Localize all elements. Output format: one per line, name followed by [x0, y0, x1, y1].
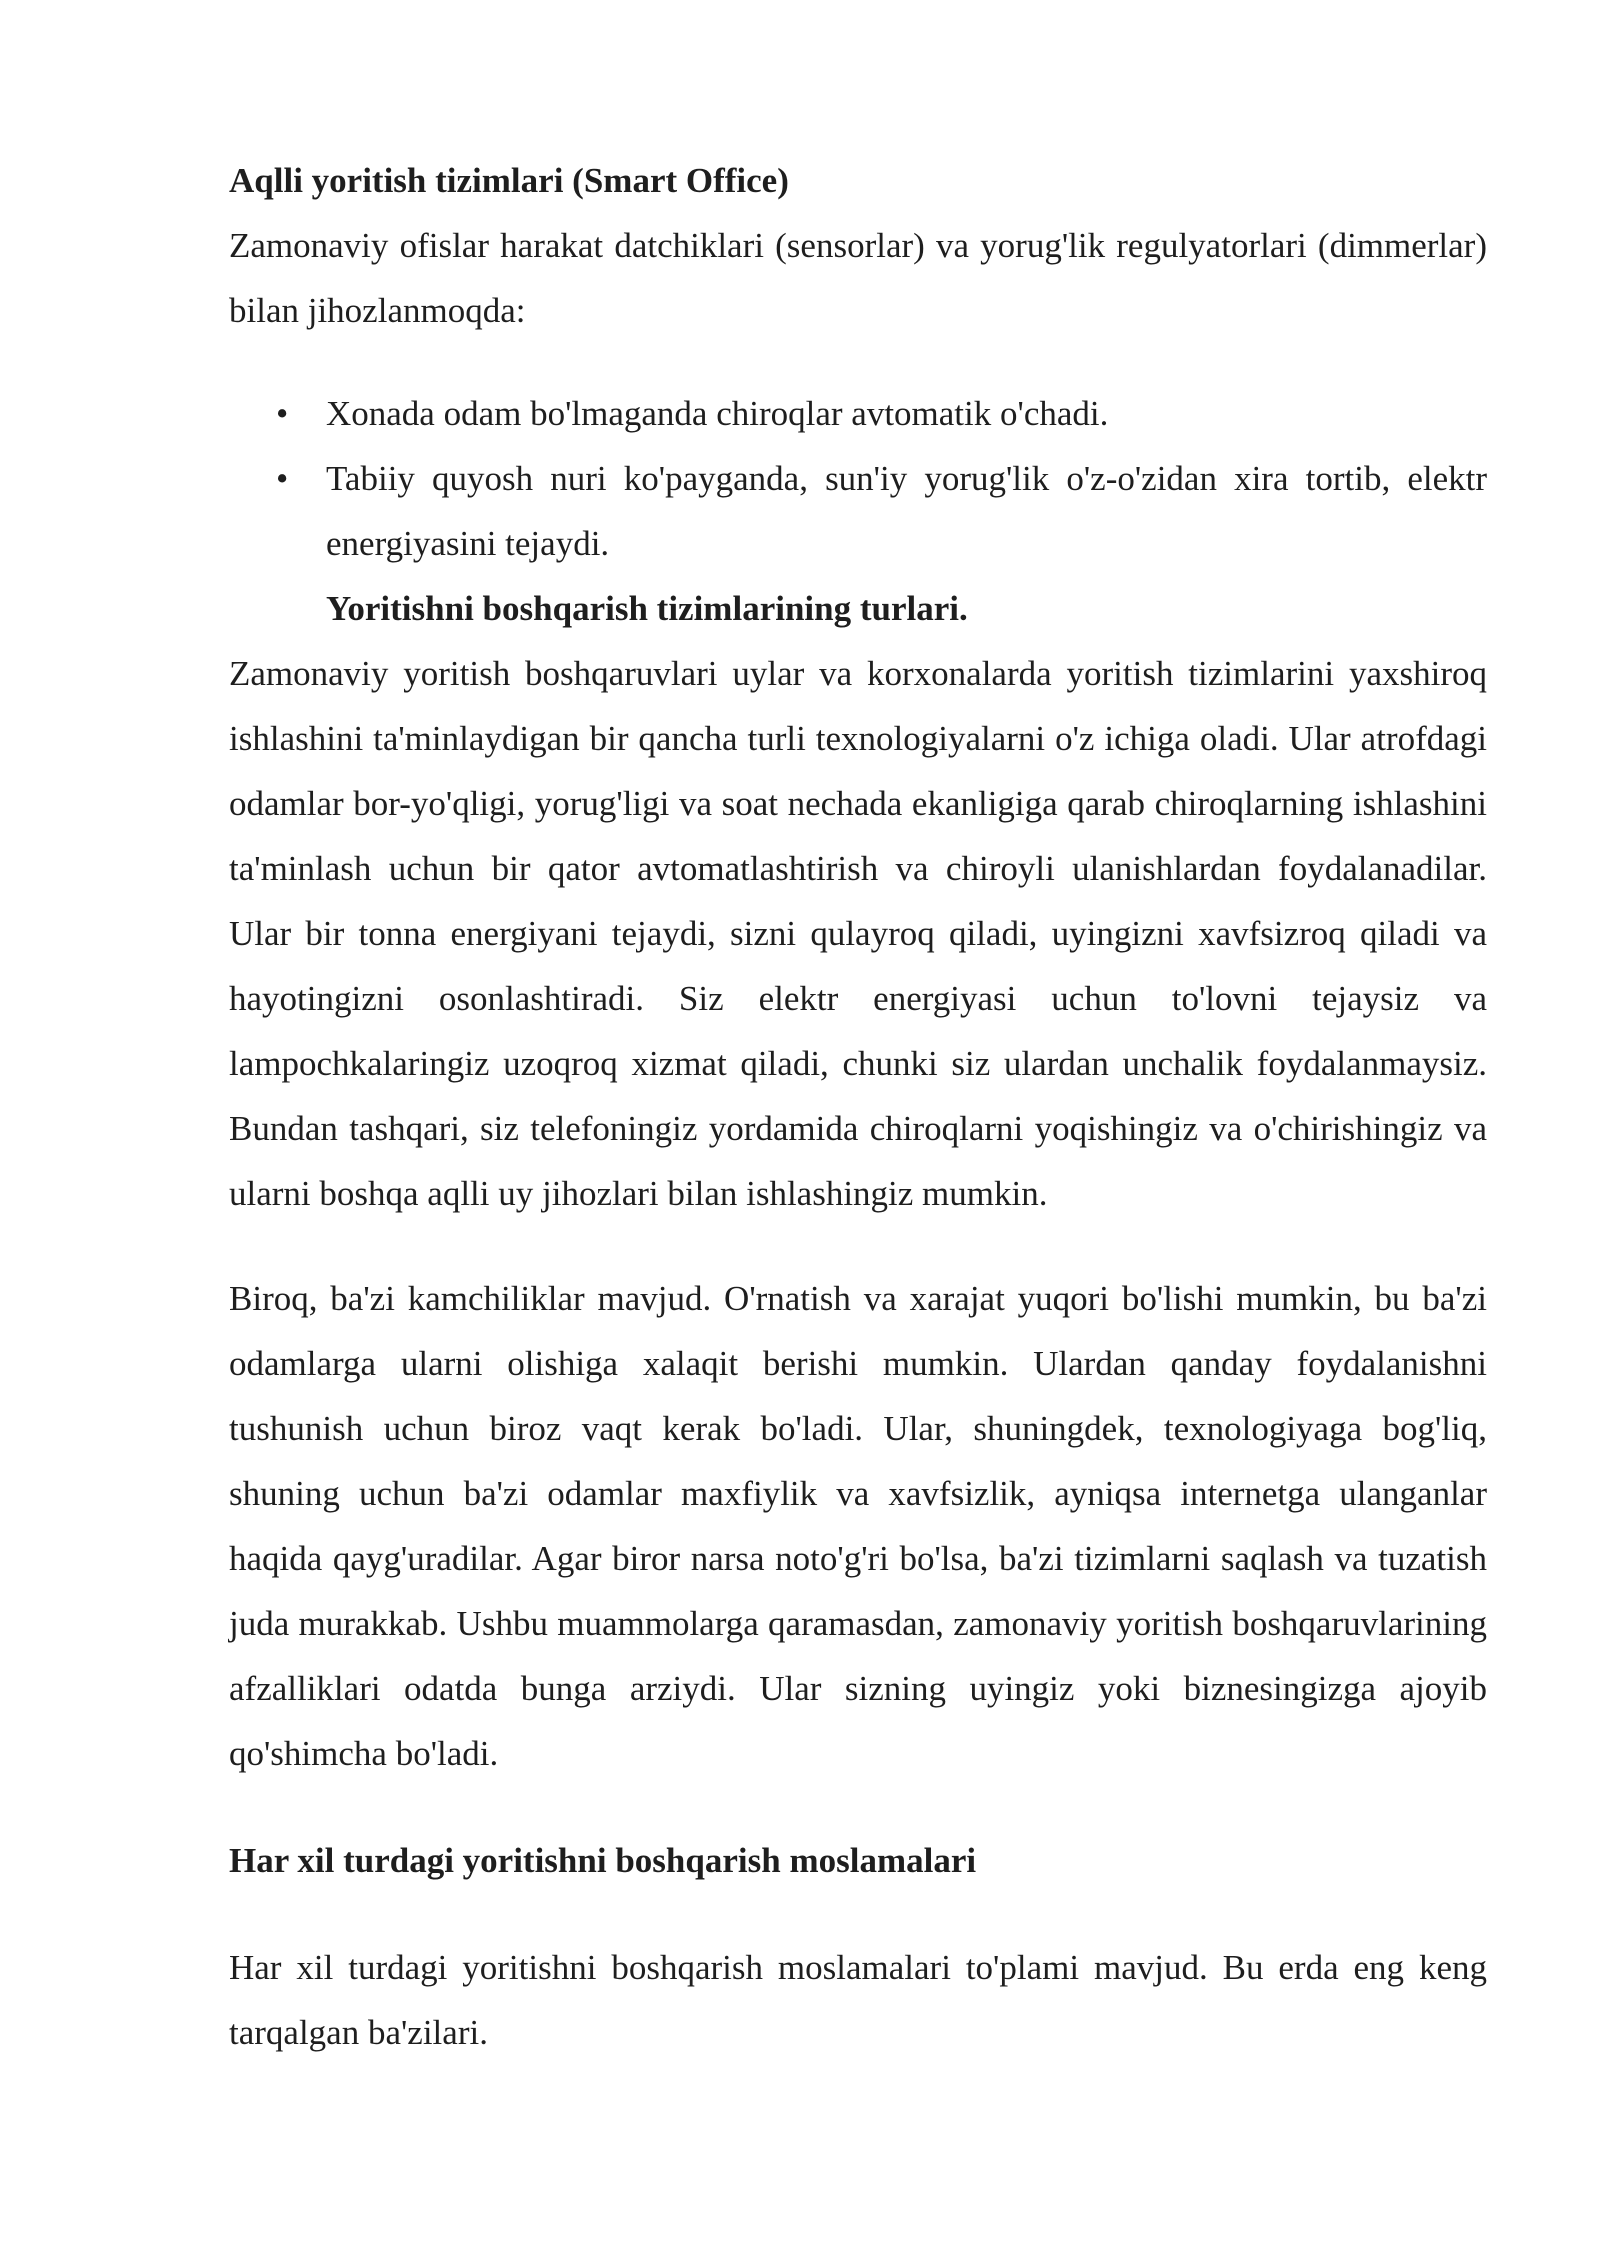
list-item	[276, 381, 1487, 446]
section-heading-control-types: Yoritishni boshqarish tizimlarining turlari.	[326, 589, 968, 628]
body-paragraph-3: Har xil turdagi yoritishni boshqarish moslamalari to'plami mavjud. Bu erda eng keng tarqalgan ba'zilari.	[229, 1948, 1487, 2052]
bullet-list	[229, 381, 1487, 576]
list-item-text: Xonada odam bo'lmaganda chiroqlar avtomatik o'chadi.	[326, 394, 1109, 433]
document-page	[229, 148, 1487, 2065]
intro-paragraph: Zamonaviy ofislar harakat datchiklari (sensorlar) va yorug'lik regulyatorlari (dimmerlar) bilan jihozlanmoqda:	[229, 226, 1487, 330]
list-item	[276, 446, 1487, 576]
bullet-icon: •	[276, 394, 289, 433]
list-item-text: Tabiiy quyosh nuri ko'payganda, sun'iy yorug'lik o'z-o'zidan xira tortib, elektr energiyasini tejaydi.	[326, 459, 1487, 563]
body-paragraph-2: Biroq, ba'zi kamchiliklar mavjud. O'rnatish va xarajat yuqori bo'lishi mumkin, bu ba'zi odamlarga ularni olishiga xalaqit berishi mumkin. Ulardan qanday foydalanishni tushunish uchun biroz vaqt kerak bo'ladi. Ular, shuningdek, texnologiyaga bog'liq, shuning uchun ba'zi odamlar maxfiylik va xavfsizlik, ayniqsa internetga ulanganlar haqida qayg'uradilar. Agar biror narsa noto'g'ri bo'lsa, ba'zi tizimlarni saqlash va tuzatish juda murakkab. Ushbu muammolarga qaramasdan, zamonaviy yoritish boshqaruvlarining afzalliklari odatda bunga arziydi. Ular sizning uyingiz yoki biznesingizga ajoyib qo'shimcha bo'ladi.	[229, 1279, 1487, 1773]
section-heading-control-devices: Har xil turdagi yoritishni boshqarish moslamalari	[229, 1841, 977, 1880]
body-paragraph-1: Zamonaviy yoritish boshqaruvlari uylar va korxonalarda yoritish tizimlarini yaxshiroq ishlashini ta'minlaydigan bir qancha turli texnologiyalarni o'z ichiga oladi. Ular atrofdagi odamlar bor-yo'qligi, yorug'ligi va soat nechada ekanligiga qarab chiroqlarning ishlashini ta'minlash uchun bir qator avtomatlashtirish va chiroyli ulanishlardan foydalanadilar. Ular bir tonna energiyani tejaydi, sizni qulayroq qiladi, uyingizni xavfsizroq qiladi va hayotingizni osonlashtiradi. Siz elektr energiyasi uchun to'lovni tejaysiz va lampochkalaringiz uzoqroq xizmat qiladi, chunki siz ulardan unchalik foydalanmaysiz. Bundan tashqari, siz telefoningiz yordamida chiroqlarni yoqishingiz va o'chirishingiz va ularni boshqa aqlli uy jihozlari bilan ishlashingiz mumkin.	[229, 654, 1487, 1213]
section-heading-smart-office: Aqlli yoritish tizimlari (Smart Office)	[229, 161, 789, 200]
bullet-icon: •	[276, 459, 289, 498]
